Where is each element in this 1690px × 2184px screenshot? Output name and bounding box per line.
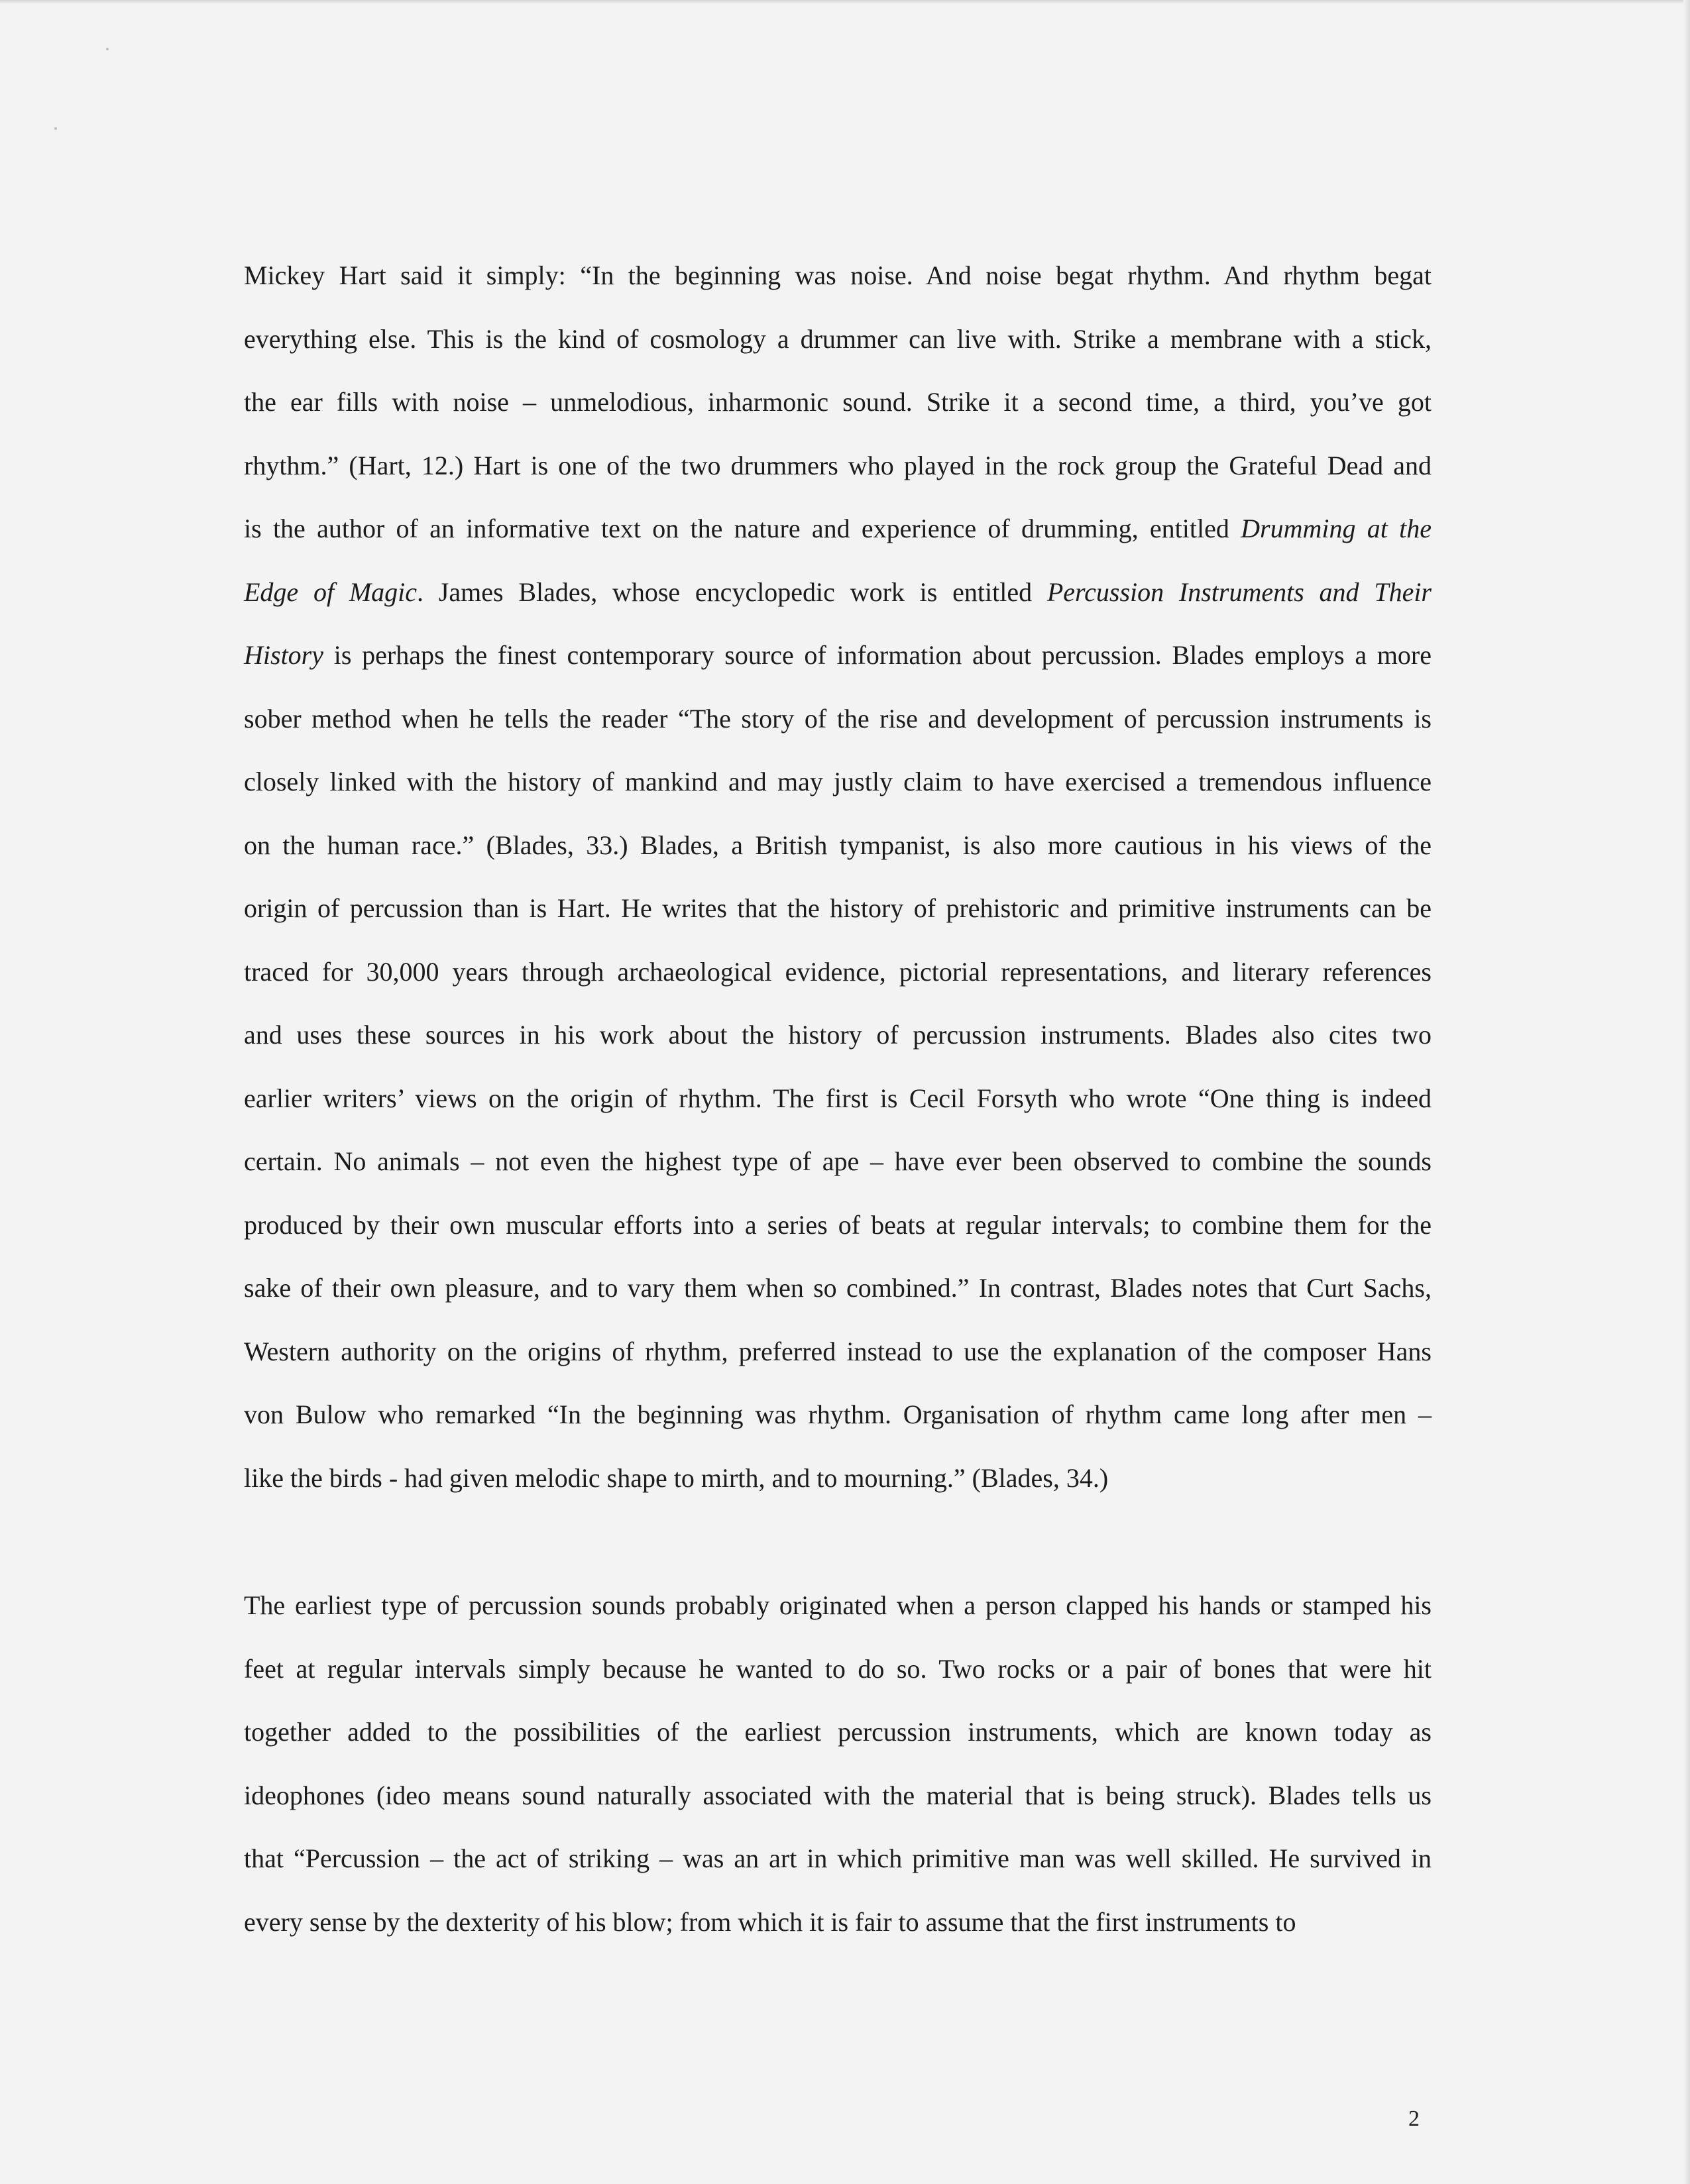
text-run: traced for 30,000 years through archaeological evidence, pictorial representations, and literary references — [244, 956, 1432, 987]
text-run: every sense by the dexterity of his blow; from which it is fair to assume that the first instruments to — [244, 1906, 1296, 1937]
text-run: closely linked with the history of mankind and may justly claim to have exercised a tremendous influence — [244, 767, 1432, 796]
text-line — [244, 244, 1432, 307]
text-run: earlier writers’ views on the origin of rhythm. The first is Cecil Forsyth who wrote “One thing is indeed — [244, 1083, 1432, 1113]
text-line — [244, 1130, 1432, 1193]
text-line — [244, 1193, 1432, 1257]
text-run: rhythm.” (Hart, 12.) Hart is one of the two drummers who played in the rock group the Grateful Dead and — [244, 450, 1432, 480]
text-line — [244, 1320, 1432, 1384]
text-line — [244, 370, 1432, 434]
text-line — [244, 307, 1432, 371]
text-line — [244, 1067, 1432, 1130]
text-run: like the birds - had given melodic shape to mirth, and to mourning.” (Blades, 34.) — [244, 1462, 1109, 1493]
text-line — [244, 750, 1432, 814]
text-run: everything else. This is the kind of cosmology a drummer can live with. Strike a membrane with a stick, — [244, 323, 1432, 354]
text-line — [244, 1637, 1432, 1701]
text-run: ideophones (ideo means sound naturally associated with the material that is being struck). Blades tells us — [244, 1780, 1432, 1810]
text-line — [244, 1383, 1432, 1447]
text-line — [244, 877, 1432, 940]
page-number: 2 — [1408, 2106, 1420, 2131]
text-run: sake of their own pleasure, and to vary them when so combined.” In contrast, Blades notes that Curt Sachs, — [244, 1273, 1432, 1303]
text-line — [244, 1827, 1432, 1890]
text-run: is perhaps the finest contemporary source of information about percussion. Blades employs a more — [323, 640, 1432, 670]
text-run: that “Percussion – the act of striking – was an art in which primitive man was well skilled. He survived in — [244, 1843, 1432, 1873]
page-right-edge — [1683, 0, 1690, 2184]
text-line — [244, 497, 1432, 561]
text-run: sober method when he tells the reader “The story of the rise and development of percussion instruments is — [244, 703, 1432, 734]
text-line — [244, 561, 1432, 624]
text-line — [244, 814, 1432, 877]
text-line — [244, 1003, 1432, 1067]
paragraph-1 — [244, 244, 1432, 1509]
text-line — [244, 940, 1432, 1004]
text-run: Western authority on the origins of rhythm, preferred instead to use the explanation of the composer Hans — [244, 1336, 1432, 1366]
text-line — [244, 687, 1432, 751]
text-line — [244, 434, 1432, 498]
text-run: . James Blades, whose encyclopedic work is entitled — [417, 576, 1047, 607]
text-run: and uses these sources in his work about the history of percussion instruments. Blades also cites two — [244, 1020, 1432, 1050]
text-run: is the author of an informative text on the nature and experience of drumming, entitled — [244, 514, 1241, 543]
text-run: produced by their own muscular efforts into a series of beats at regular intervals; to combine them for the — [244, 1209, 1432, 1240]
text-line — [244, 624, 1432, 687]
text-run: the ear fills with noise – unmelodious, inharmonic sound. Strike it a second time, a third, you’ve got — [244, 387, 1432, 417]
page-top-edge — [0, 0, 1690, 4]
scan-speck — [54, 127, 57, 130]
paragraph-2 — [244, 1574, 1432, 1953]
text-run: Mickey Hart said it simply: “In the beginning was noise. And noise begat rhythm. And rhythm begat — [244, 260, 1432, 290]
text-line — [244, 1447, 1432, 1510]
text-line — [244, 1700, 1432, 1764]
text-line — [244, 1764, 1432, 1828]
text-run: on the human race.” (Blades, 33.) Blades, a British tympanist, is also more cautious in his views of the — [244, 830, 1432, 860]
text-line — [244, 1890, 1432, 1954]
text-run: together added to the possibilities of the earliest percussion instruments, which are known today as — [244, 1717, 1432, 1747]
scan-speck — [106, 48, 109, 50]
text-run: The earliest type of percussion sounds probably originated when a person clapped his hands or stamped his — [244, 1590, 1432, 1620]
italic-title: Drumming at the — [1241, 514, 1432, 543]
italic-title: History — [244, 640, 323, 670]
text-line — [244, 1574, 1432, 1637]
text-line — [244, 1256, 1432, 1320]
text-run: feet at regular intervals simply because he wanted to do so. Two rocks or a pair of bones that were hit — [244, 1653, 1432, 1684]
text-run: origin of percussion than is Hart. He writes that the history of prehistoric and primitive instruments can be — [244, 893, 1432, 923]
italic-title: Percussion Instruments and Their — [1046, 576, 1432, 607]
text-run: certain. No animals – not even the highest type of ape – have ever been observed to combine the sounds — [244, 1146, 1432, 1176]
italic-title: Edge of Magic — [244, 576, 418, 607]
text-run: von Bulow who remarked “In the beginning was rhythm. Organisation of rhythm came long after men – — [244, 1399, 1432, 1429]
